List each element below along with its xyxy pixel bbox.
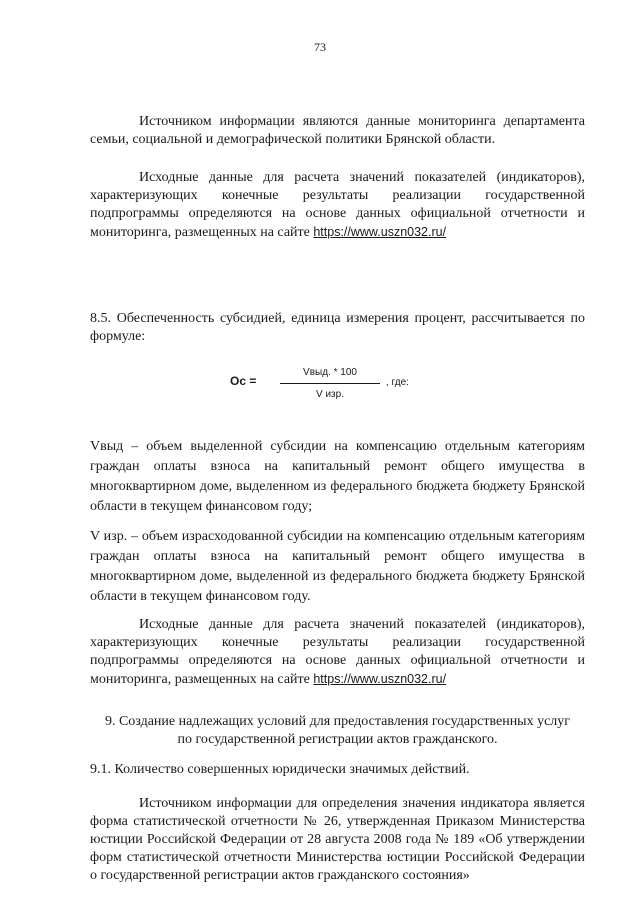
section-9-heading-line-1: 9. Создание надлежащих условий для предоставления государственных услуг: [104, 714, 571, 729]
section-9-heading-line-2: по государственной регистрации актов гражданского.: [177, 732, 498, 747]
paragraph-source-info: Источником информации являются данные мониторинга департамента семьи, социальной и демографической политики Брянской области.: [90, 114, 585, 147]
formula-suffix: , где:: [386, 377, 409, 388]
paragraph-initial-data-2: [90, 616, 585, 689]
section-8-5-heading: 8.5. Обеспеченность субсидией, единица измерения процент, рассчитывается по формуле:: [90, 311, 585, 344]
formula-fraction: [280, 364, 380, 404]
definition-vvyd: Vвыд – объем выделенной субсидии на компенсацию отдельным категориям граждан оплаты взноса на капитальный ремонт общего имущества в многоквартирном доме, выделенном из федерального бюджета бюджету Брянской области в текущем финансовом году;: [90, 439, 585, 514]
paragraph-initial-data-1-text: Исходные данные для расчета значений показателей (индикаторов), характеризующих конечные результаты реализации государственной подпрограммы определяются на основе данных официальной отчетности и мониторинга, размещенных на сайте: [90, 170, 585, 240]
definition-vizr: V изр. – объем израсходованной субсидии на компенсацию отдельным категориям граждан оплаты взноса на капитальный ремонт общего имущества в многоквартирном доме, выделенной из федерального бюджета бюджету Брянской области в текущем финансовом году.: [90, 529, 585, 604]
section-9-1-heading: 9.1. Количество совершенных юридически значимых действий.: [90, 762, 470, 777]
paragraph-initial-data-2-text: Исходные данные для расчета значений показателей (индикаторов), характеризующих конечные результаты реализации государственной подпрограммы определяются на основе данных официальной отчетности и мониторинга, размещенных на сайте: [90, 617, 585, 687]
website-link-1[interactable]: https://www.uszn032.ru/: [313, 225, 447, 239]
website-link-2[interactable]: https://www.uszn032.ru/: [313, 672, 447, 686]
formula-denominator: V изр.: [316, 389, 344, 400]
document-body: [90, 113, 585, 885]
paragraph-source-info-3: Источником информации для определения значения индикатора является форма статистической отчетности № 26, утвержденная Приказом Министерства юстиции Российской Федерации от 28 августа 2008 года № 189 «Об утверждении форм статистической отчетности Министерства юстиции Российской Федерации о государственной регистрации актов гражданского состояния»: [90, 796, 585, 883]
formula-numerator: Vвыд. * 100: [303, 367, 357, 378]
page-number: 73: [314, 40, 326, 54]
formula: [90, 364, 585, 400]
formula-lhs: Ос =: [230, 374, 257, 388]
section-9-heading: [90, 713, 585, 749]
paragraph-initial-data-1: [90, 169, 585, 242]
